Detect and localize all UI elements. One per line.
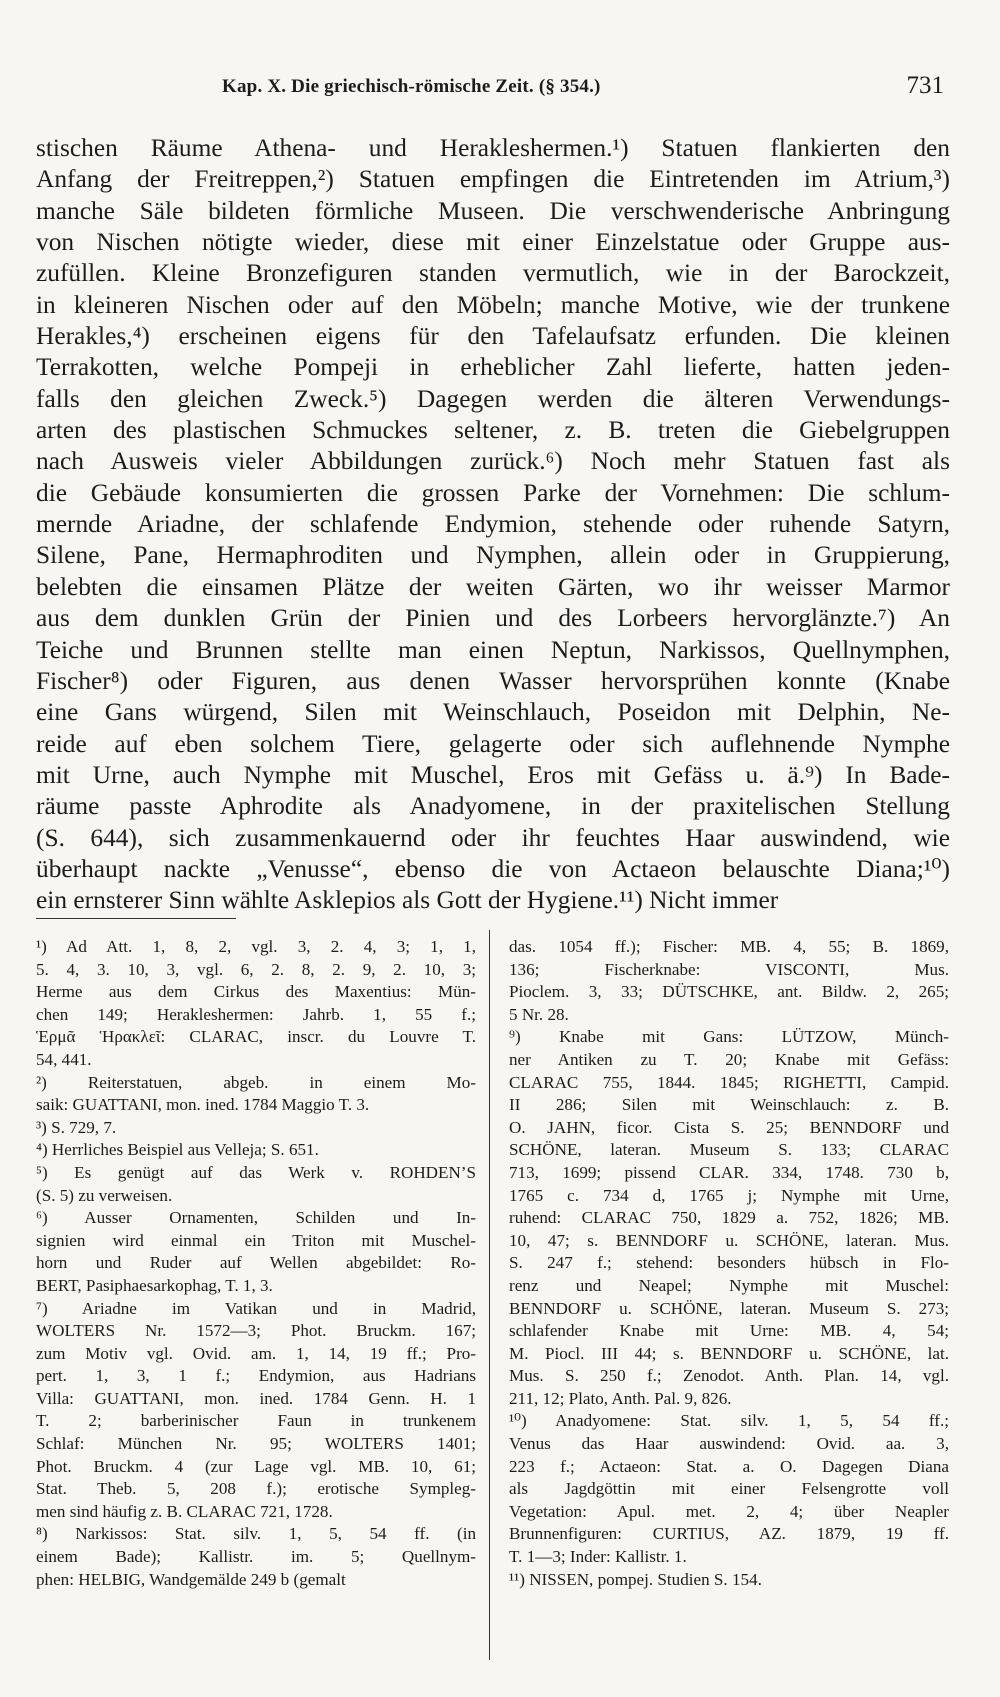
footnote-line: schlafender Knabe mit Urne: MB. 4, 54; — [509, 1321, 949, 1341]
text-line: Anfang der Freitreppen,²) Statuen empfingen die Eintretenden im Atrium,³) — [36, 165, 950, 194]
footnote-line: ²) Reiterstatuen, abgeb. in einem Mo- — [36, 1072, 476, 1092]
footnote-line: BERT, Pasiphaesarkophag, T. 1, 3. — [36, 1275, 273, 1295]
footnote-line: men sind häufig z. B. CLARAC 721, 1728. — [36, 1501, 333, 1521]
footnote-separator — [36, 918, 236, 919]
footnote-line: O. JAHN, ficor. Cista S. 25; BENNDORF und — [509, 1117, 949, 1137]
footnote-line: pert. 1, 3, 1 f.; Endymion, aus Hadrians — [36, 1366, 476, 1386]
footnote-line: Venus das Haar auswindend: Ovid. aa. 3, — [509, 1434, 949, 1454]
footnote-line: BENNDORF u. SCHÖNE, lateran. Museum S. 273; — [509, 1298, 949, 1318]
footnote-line: ⁸) Narkissos: Stat. silv. 1, 5, 54 ff. (in — [36, 1524, 476, 1544]
footnote-line: signien wird einmal ein Triton mit Muschel- — [36, 1230, 476, 1250]
text-line: die Gebäude konsumierten die grossen Parke der Vornehmen: Die schlum- — [36, 478, 950, 507]
text-line: stischen Räume Athena- und Herakleshermen.¹) Statuen flankierten den — [36, 134, 950, 162]
footnote-line: Ἑρμᾶ Ἡρακλεῖ: CLARAC, inscr. du Louvre T. — [36, 1027, 476, 1047]
footnote-line: ⁹) Knabe mit Gans: LÜTZOW, Münch- — [509, 1027, 949, 1047]
text-line: ein ernsterer Sinn wählte Asklepios als Gott der Hygiene.¹¹) Nicht immer — [36, 886, 779, 915]
text-line: reide auf eben solchem Tiere, gelagerte oder sich auflehnende Nymphe — [36, 729, 950, 758]
footnote-line: (S. 5) zu verweisen. — [36, 1185, 173, 1205]
text-line: nach Ausweis vieler Abbildungen zurück.⁶) Noch mehr Statuen fast als — [36, 447, 950, 476]
footnotes-left-column — [36, 936, 476, 1591]
footnote-line: 223 f.; Actaeon: Stat. a. O. Dagegen Diana — [509, 1456, 949, 1476]
footnote-line: 5. 4, 3. 10, 3, vgl. 6, 2. 8, 2. 9, 2. 10, 3; — [36, 959, 476, 979]
footnote-line: M. Piocl. III 44; s. BENNDORF u. SCHÖNE, lat. — [509, 1343, 949, 1363]
footnote-line: ¹¹) NISSEN, pompej. Studien S. 154. — [509, 1569, 762, 1589]
text-line: in kleineren Nischen oder auf den Möbeln; manche Motive, wie der trunkene — [36, 290, 950, 319]
footnote-line: Brunnenfiguren: CURTIUS, AZ. 1879, 19 ff. — [509, 1524, 949, 1544]
footnote-line: saik: GUATTANI, mon. ined. 1784 Maggio T. 3. — [36, 1095, 370, 1115]
footnote-line: zum Motiv vgl. Ovid. am. 1, 14, 19 ff.; Pro- — [36, 1343, 476, 1363]
footnote-line: WOLTERS Nr. 1572—3; Phot. Bruckm. 167; — [36, 1321, 476, 1341]
text-line: mit Urne, auch Nymphe mit Muschel, Eros mit Gefäss u. ä.⁹) In Bade- — [36, 760, 950, 789]
footnote-line: Phot. Bruckm. 4 (zur Lage vgl. MB. 10, 61; — [36, 1456, 476, 1476]
running-head — [222, 72, 952, 102]
text-line: aus dem dunklen Grün der Pinien und des Lorbeers hervorglänzte.⁷) An — [36, 604, 950, 633]
footnote-line: Pioclem. 3, 33; DÜTSCHKE, ant. Bildw. 2, 265; — [509, 982, 949, 1002]
main-text — [36, 133, 950, 917]
footnote-line: ⁵) Es genügt auf das Werk v. ROHDEN’S — [36, 1162, 476, 1182]
footnote-line: ¹) Ad Att. 1, 8, 2, vgl. 3, 2. 4, 3; 1, 1, — [36, 937, 476, 956]
footnote-line: II 286; Silen mit Weinschlauch: z. B. — [509, 1095, 949, 1115]
text-line: eine Gans würgend, Silen mit Weinschlauch, Poseidon mit Delphin, Ne- — [36, 698, 950, 727]
footnote-line: ⁷) Ariadne im Vatikan und in Madrid, — [36, 1298, 476, 1318]
footnote-line: Schlaf: München Nr. 95; WOLTERS 1401; — [36, 1434, 476, 1454]
running-title: Kap. X. Die griechisch-römische Zeit. (§ 354.) — [222, 76, 601, 97]
text-line: belebten die einsamen Plätze der weiten Gärten, wo ihr weisser Marmor — [36, 572, 950, 601]
footnote-line: Villa: GUATTANI, mon. ined. 1784 Genn. H. 1 — [36, 1388, 476, 1408]
footnote-line: ⁶) Ausser Ornamenten, Schilden und In- — [36, 1208, 476, 1228]
footnote-line: 713, 1699; pissend CLAR. 334, 1748. 730 b, — [509, 1162, 949, 1182]
footnote-line: renz und Neapel; Nymphe mit Muschel: — [509, 1275, 949, 1295]
text-line: manche Säle bildeten förmliche Museen. Die verschwenderische Anbringung — [36, 196, 950, 225]
text-line: (S. 644), sich zusammenkauernd oder ihr feuchtes Haar auswindend, wie — [36, 823, 950, 852]
footnote-line: Herme aus dem Cirkus des Maxentius: Mün- — [36, 982, 476, 1002]
footnote-line: 5 Nr. 28. — [509, 1004, 569, 1024]
text-line: mernde Ariadne, der schlafende Endymion, stehende oder ruhende Satyrn, — [36, 510, 950, 539]
footnote-line: ruhend: CLARAC 750, 1829 a. 752, 1826; MB. — [509, 1208, 949, 1228]
footnote-line: CLARAC 755, 1844. 1845; RIGHETTI, Campid. — [509, 1072, 949, 1092]
page-number: 731 — [906, 72, 944, 99]
text-line: zufüllen. Kleine Bronzefiguren standen vermutlich, wie in der Barockzeit, — [36, 259, 950, 288]
footnote-line: SCHÖNE, lateran. Museum S. 133; CLARAC — [509, 1140, 949, 1160]
footnote-line: als Jagdgöttin mit einer Felsengrotte voll — [509, 1479, 949, 1499]
footnote-line: 136; Fischerknabe: VISCONTI, Mus. — [509, 959, 949, 979]
footnote-line: 54, 441. — [36, 1049, 92, 1069]
text-line: Terrakotten, welche Pompeji in erheblicher Zahl lieferte, hatten jeden- — [36, 353, 950, 382]
footnote-line: einem Bade); Kallistr. im. 5; Quellnym- — [36, 1547, 476, 1567]
footnote-line: T. 2; barberinischer Faun in trunkenem — [36, 1411, 476, 1431]
footnote-line: das. 1054 ff.); Fischer: MB. 4, 55; B. 1869, — [509, 937, 949, 956]
footnote-line: 1765 c. 734 d, 1765 j; Nymphe mit Urne, — [509, 1185, 949, 1205]
text-line: Silene, Pane, Hermaphroditen und Nymphen, allein oder in Gruppierung, — [36, 541, 950, 570]
footnote-line: ⁴) Herrliches Beispiel aus Velleja; S. 651. — [36, 1140, 319, 1160]
footnote-line: 211, 12; Plato, Anth. Pal. 9, 826. — [509, 1388, 732, 1408]
footnote-column-divider — [489, 930, 490, 1660]
footnote-line: ¹⁰) Anadyomene: Stat. silv. 1, 5, 54 ff.; — [509, 1411, 949, 1431]
footnote-line: phen: HELBIG, Wandgemälde 249 b (gemalt — [36, 1569, 346, 1589]
text-line: von Nischen nötigte wieder, diese mit einer Einzelstatue oder Gruppe aus- — [36, 228, 950, 257]
text-line: Fischer⁸) oder Figuren, aus denen Wasser hervorsprühen konnte (Knabe — [36, 666, 950, 695]
text-line: arten des plastischen Schmuckes seltener, z. B. treten die Giebelgruppen — [36, 416, 950, 445]
footnote-line: horn und Ruder auf Wellen abgebildet: Ro- — [36, 1253, 476, 1273]
footnote-line: Mus. S. 250 f.; Zenodot. Anth. Plan. 14, vgl. — [509, 1366, 949, 1386]
footnote-line: 10, 47; s. BENNDORF u. SCHÖNE, lateran. Mus. — [509, 1230, 949, 1250]
text-line: überhaupt nackte „Venusse“, ebenso die von Actaeon belauschte Diana;¹⁰) — [36, 854, 950, 883]
footnote-line: chen 149; Herakleshermen: Jahrb. 1, 55 f.; — [36, 1004, 476, 1024]
footnote-line: T. 1—3; Inder: Kallistr. 1. — [509, 1547, 687, 1567]
footnote-line: ³) S. 729, 7. — [36, 1117, 117, 1137]
text-line: falls den gleichen Zweck.⁵) Dagegen werden die älteren Verwendungs- — [36, 384, 950, 413]
text-line: Teiche und Brunnen stellte man einen Neptun, Narkissos, Quellnymphen, — [36, 635, 950, 664]
text-line: Herakles,⁴) erscheinen eigens für den Tafelaufsatz erfunden. Die kleinen — [36, 322, 950, 351]
footnotes-right-column — [509, 936, 949, 1591]
footnote-line: Stat. Theb. 5, 208 f.); erotische Sympleg- — [36, 1479, 476, 1499]
text-line: räume passte Aphrodite als Anadyomene, in der praxitelischen Stellung — [36, 792, 950, 821]
footnote-line: ner Antiken zu T. 20; Knabe mit Gefäss: — [509, 1049, 949, 1069]
footnote-line: S. 247 f.; stehend: besonders hübsch in Flo- — [509, 1253, 949, 1273]
footnote-line: Vegetation: Apul. met. 2, 4; über Neapler — [509, 1501, 949, 1521]
